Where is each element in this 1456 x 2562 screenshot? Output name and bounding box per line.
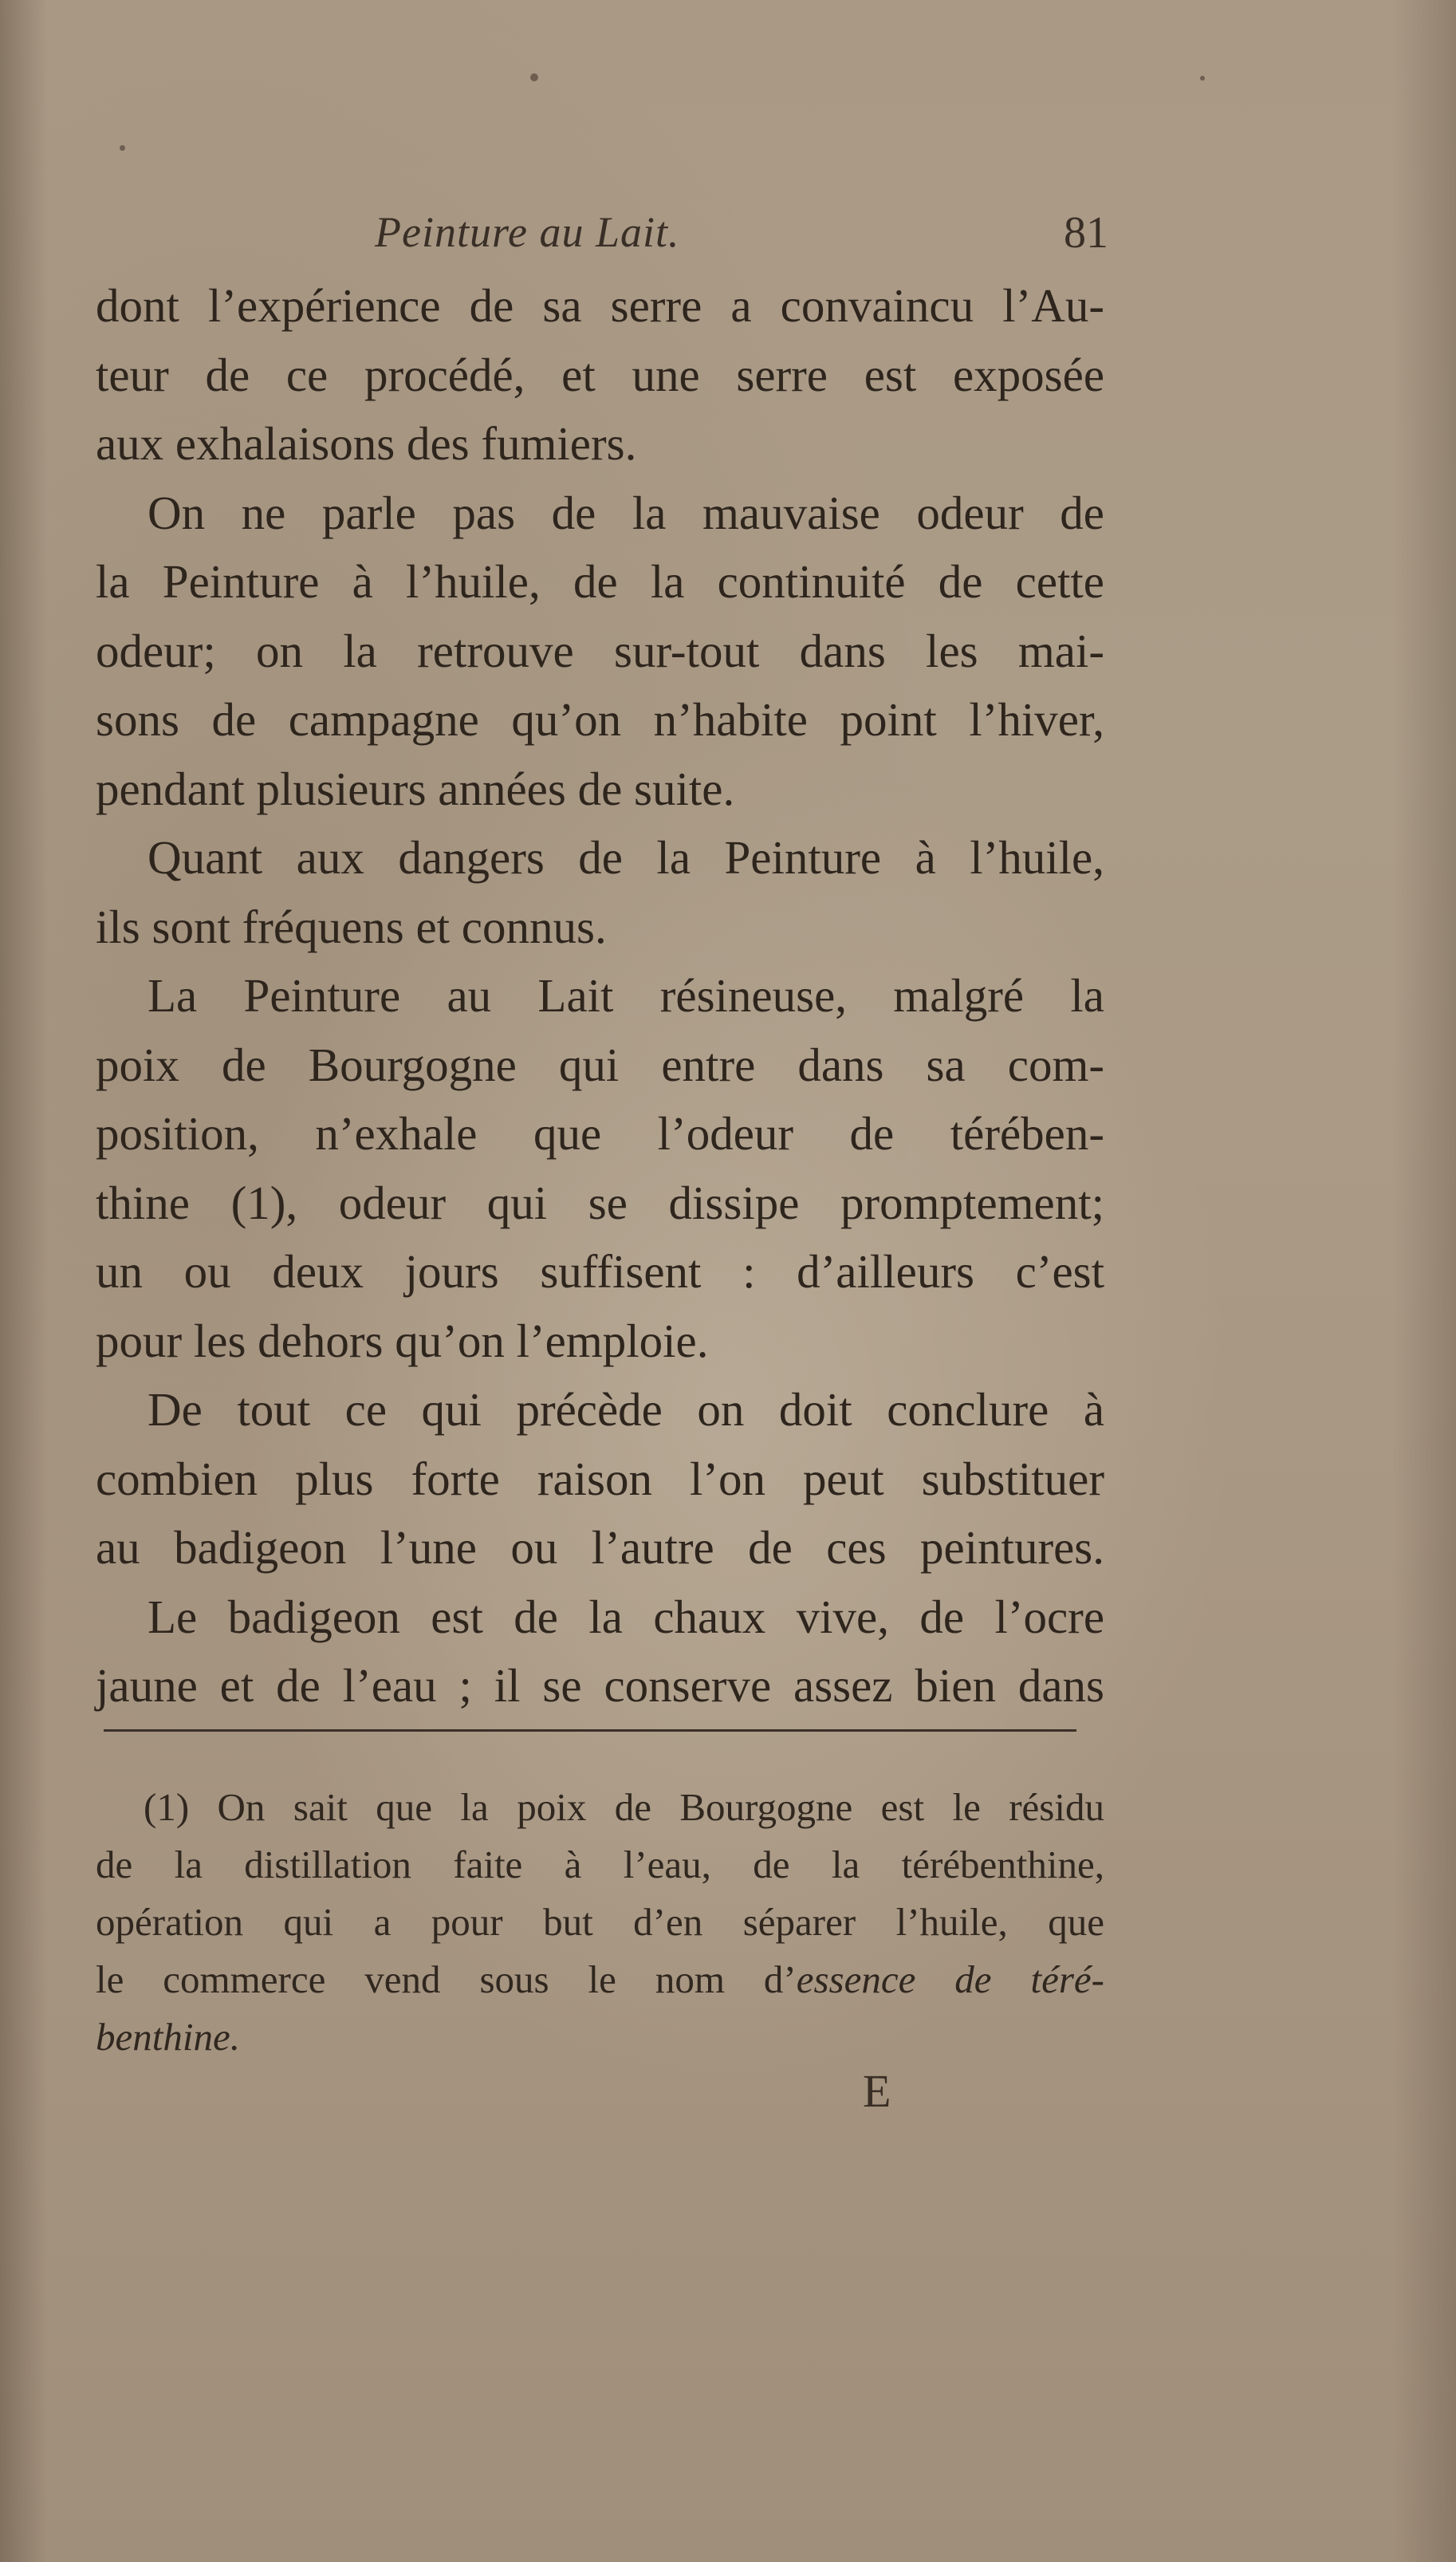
ink-speck	[530, 73, 538, 81]
text-line: teur de ce procédé, et une serre est exposée	[96, 348, 1104, 401]
text-line: sons de campagne qu’on n’habite point l’hiver,	[96, 693, 1104, 746]
footnote-rule	[104, 1729, 1076, 1732]
footnote	[96, 1779, 1104, 2066]
text-line: poix de Bourgogne qui entre dans sa com-	[96, 1038, 1104, 1091]
footnote-line: de la distillation faite à l’eau, de la térébenthine,	[96, 1843, 1104, 1886]
text-line: ils sont fréquens et connus.	[96, 900, 607, 953]
footnote-italic-term: essence de téré-	[796, 1957, 1104, 2001]
footnote-line: opération qui a pour but d’en séparer l’huile, que	[96, 1900, 1104, 1944]
text-line: la Peinture à l’huile, de la continuité de cette	[96, 555, 1104, 608]
text-line: au badigeon l’une ou l’autre de ces peintures.	[96, 1521, 1104, 1574]
text-line: combien plus forte raison l’on peut substituer	[96, 1452, 1104, 1505]
text-line: De tout ce qui précède on doit conclure à	[148, 1383, 1104, 1436]
body-text	[96, 271, 1104, 1720]
text-line: pour les dehors qu’on l’emploie.	[96, 1314, 709, 1367]
text-line: jaune et de l’eau ; il se conserve assez bien dans	[96, 1659, 1104, 1712]
text-line: On ne parle pas de la mauvaise odeur de	[148, 486, 1104, 539]
text-line: un ou deux jours suffisent : d’ailleurs c’est	[96, 1245, 1104, 1298]
footnote-line	[96, 1951, 1104, 2008]
signature-mark: E	[863, 2065, 891, 2117]
text-line: Le badigeon est de la chaux vive, de l’ocre	[148, 1590, 1104, 1643]
footnote-line: benthine.	[96, 2015, 240, 2059]
page-edge-shadow	[1392, 0, 1456, 2562]
text-line: position, n’exhale que l’odeur de térében-	[96, 1107, 1104, 1160]
text-line: Quant aux dangers de la Peinture à l’huile,	[148, 831, 1104, 884]
text-line: La Peinture au Lait résineuse, malgré la	[148, 969, 1104, 1022]
text-line: pendant plusieurs années de suite.	[96, 762, 735, 815]
running-title: Peinture au Lait.	[375, 208, 680, 256]
footnote-line: (1) On sait que la poix de Bourgogne est le résidu	[144, 1785, 1104, 1829]
page-gutter-shadow	[0, 0, 48, 2562]
running-head	[375, 199, 1108, 263]
ink-speck	[1200, 76, 1205, 81]
page-number: 81	[1064, 208, 1108, 258]
ink-speck	[120, 145, 125, 151]
text-line: aux exhalaisons des fumiers.	[96, 417, 637, 470]
text-line: thine (1), odeur qui se dissipe promptement;	[96, 1176, 1104, 1229]
footnote-text: le commerce vend sous le nom d’	[96, 1957, 797, 2001]
text-line: dont l’expérience de sa serre a convaincu l’Au-	[96, 279, 1104, 332]
text-line: odeur; on la retrouve sur-tout dans les mai-	[96, 624, 1104, 677]
